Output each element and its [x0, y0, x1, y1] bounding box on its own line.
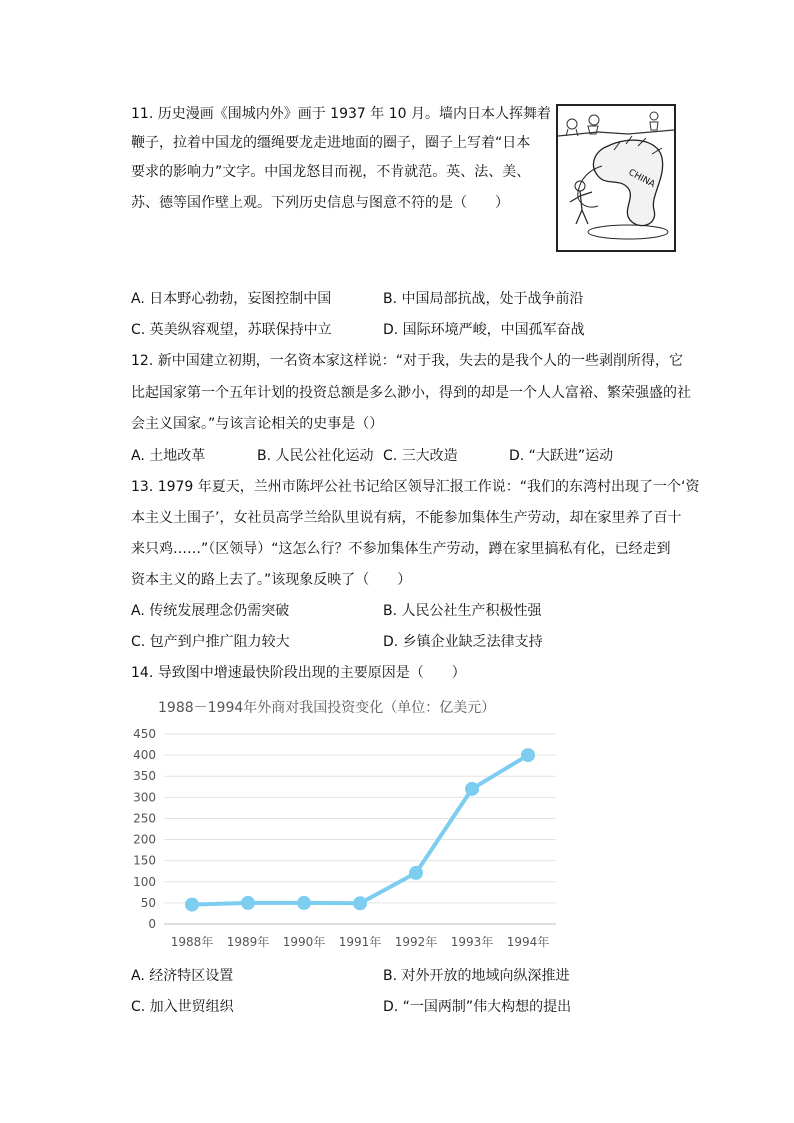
data-point [241, 896, 255, 910]
question-11-option-c[interactable]: C. 英美纵容观望，苏联保持中立 [131, 322, 332, 338]
question-14-option-b[interactable]: B. 对外开放的地域向纵深推进 [383, 968, 570, 984]
chart-title: 1988－1994年外商对我国投资变化（单位：亿美元） [158, 700, 496, 716]
y-tick-label: 300 [133, 790, 156, 805]
y-tick-label: 50 [140, 895, 156, 910]
question-12-stem-line: 会主义国家。”与该言论相关的史事是（） [131, 416, 384, 432]
question-14-stem-line: 14. 导致图中增速最快阶段出现的主要原因是（ ） [131, 665, 466, 681]
y-tick-label: 0 [148, 917, 156, 931]
x-tick-label: 1991年 [338, 935, 382, 949]
question-12-option-a[interactable]: A. 土地改革 [131, 448, 206, 464]
question-13-stem-line: 资本主义的路上去了。”该现象反映了（ ） [131, 572, 412, 588]
y-tick-label: 100 [133, 874, 156, 889]
x-tick-label: 1989年 [226, 935, 270, 949]
question-12-option-d[interactable]: D. “大跃进”运动 [509, 448, 614, 464]
cartoon-china-label: CHINA [626, 167, 657, 191]
question-13-option-c[interactable]: C. 包产到户推广阻力较大 [131, 634, 290, 650]
x-tick-label: 1988年 [170, 935, 214, 949]
question-11-stem-line: 苏、德等国作壁上观。下列历史信息与图意不符的是（ ） [131, 195, 509, 211]
data-point [185, 898, 199, 912]
data-point [353, 896, 367, 910]
y-tick-label: 350 [133, 769, 156, 784]
data-point [409, 866, 423, 880]
question-14-option-d[interactable]: D. “一国两制”伟大构想的提出 [383, 999, 572, 1015]
question-14-option-c[interactable]: C. 加入世贸组织 [131, 999, 234, 1015]
y-tick-label: 150 [133, 853, 156, 868]
x-tick-label: 1994年 [506, 935, 550, 949]
data-point [297, 896, 311, 910]
question-12-stem-line: 比起国家第一个五年计划的投资总额是多么渺小，得到的却是一个人人富裕、繁荣强盛的社 [131, 385, 691, 401]
question-13-stem-line: 来只鸡……”（区领导）“这怎么行？不参加集体生产劳动，蹲在家里搞私有化，已经走到 [131, 541, 671, 557]
investment-line-chart [126, 718, 566, 958]
x-tick-label: 1992年 [394, 935, 438, 949]
question-11-option-a[interactable]: A. 日本野心勃勃，妄图控制中国 [131, 291, 332, 307]
question-13-stem-line: 13. 1979 年夏天，兰州市陈坪公社书记给区领导汇报工作说：“我们的东湾村出现了一个‘资 [131, 479, 700, 495]
question-13-option-b[interactable]: B. 人民公社生产积极性强 [383, 603, 542, 619]
y-tick-label: 250 [133, 811, 156, 826]
x-tick-label: 1993年 [450, 935, 494, 949]
cartoon-drawing [558, 106, 674, 250]
data-point [465, 782, 479, 796]
question-13-option-d[interactable]: D. 乡镇企业缺乏法律支持 [383, 634, 543, 650]
question-12-option-c[interactable]: C. 三大改造 [383, 448, 458, 464]
question-12-option-b[interactable]: B. 人民公社化运动 [257, 448, 374, 464]
question-11-stem-line: 鞭子，拉着中国龙的缰绳要龙走进地面的圈子，圈子上写着“日本 [131, 135, 531, 151]
question-11-stem-line: 11. 历史漫画《围城内外》画于 1937 年 10 月。墙内日本人挥舞着 [131, 106, 551, 122]
question-12-stem-line: 12. 新中国建立初期，一名资本家这样说：“对于我，失去的是我个人的一些剥削所得，它 [131, 353, 683, 369]
y-tick-label: 450 [133, 727, 156, 741]
x-tick-label: 1990年 [282, 935, 326, 949]
question-13-stem-line: 本主义土围子’，女社员高学兰给队里说有病，不能参加集体生产劳动，却在家里养了百十 [131, 510, 682, 526]
history-cartoon-image [556, 104, 676, 252]
question-14-option-a[interactable]: A. 经济特区设置 [131, 968, 234, 984]
question-11-option-b[interactable]: B. 中国局部抗战，处于战争前沿 [383, 291, 584, 307]
question-11-stem-line: 要求的影响力”文字。中国龙怒目而视，不肯就范。英、法、美、 [131, 164, 531, 180]
question-13-option-a[interactable]: A. 传统发展理念仍需突破 [131, 603, 290, 619]
y-tick-label: 400 [133, 748, 156, 763]
y-tick-label: 200 [133, 832, 156, 847]
data-point [521, 748, 535, 762]
question-11-option-d[interactable]: D. 国际环境严峻，中国孤军奋战 [383, 322, 585, 338]
